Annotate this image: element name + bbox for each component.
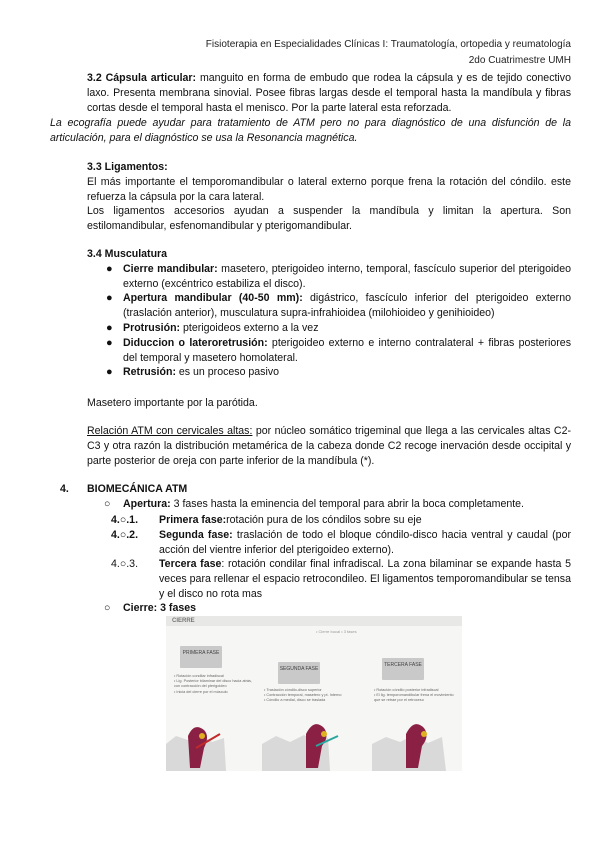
biomecanica-heading: BIOMECÁNICA ATM: [87, 483, 188, 495]
ligamentos-p1: El más importante el temporomandibular o lateral externo porque frena la rotación del cóndilo. este refuerza la cápsula por la cara lateral.: [87, 176, 571, 203]
musculatura-item-cierre: [123, 262, 571, 292]
item-label: Retrusión:: [123, 366, 176, 378]
bullet-dot: ●: [106, 337, 113, 349]
phase-notes-primera: [174, 674, 256, 695]
musculatura-item-retrusion: [123, 365, 571, 380]
accent-dot: [199, 733, 205, 739]
capsula-label: 3.2 Cápsula articular:: [87, 72, 197, 84]
phase-label: Segunda fase:: [159, 529, 233, 541]
cierre-figure: [166, 616, 462, 771]
phase-notes-tercera: [374, 688, 456, 704]
phase-text: traslación de todo el bloque cóndilo-disco hacia ventral y caudal (por acción del vientre inferior del pterigoideo externo).: [159, 529, 571, 556]
relacion-text: por núcleo somático trigeminal que llega a las cervicales altas C2-C3 y otra razón la distribución metamérica de la cabeza donde C2 recoge inervación desde occipital y parte posterior de oreja con parte inferior de la mandíbula (*).: [87, 425, 571, 467]
item-text: pterigoideo externo e interno contralateral + fibras posteriores del temporal y masetero homolateral.: [123, 337, 571, 364]
note-item: • Rotación cóndilo posterior infradiscal: [374, 688, 456, 693]
bullet-dot: ●: [106, 366, 113, 378]
circle-bullet: ○: [104, 602, 111, 614]
note-item: • Contracción temporal, masetero y pt. Interno: [264, 693, 344, 698]
phase-label: Tercera fase: [159, 558, 222, 570]
item-text: es un proceso pasivo: [175, 366, 280, 378]
figure-title: CIERRE: [172, 618, 195, 624]
phase-tercera: [159, 557, 571, 602]
item-label: Cierre mandibular:: [123, 263, 218, 275]
phase-number: 4.○.2.: [111, 529, 139, 541]
note-item: • Lig. Posterior bilaminar del disco hacia atrás, con contracción del pterigoideo: [174, 679, 256, 689]
phase-text: : rotación condilar final infradiscal. La zona bilaminar se expande hasta 5 veces para rellenar el espacio retrocondileo. El ligamentos temporomandibular se tensa y el disco no rota mas: [159, 558, 571, 600]
accent-dot: [421, 731, 427, 737]
musculatura-item-apertura: [123, 291, 571, 321]
running-header: [206, 37, 571, 69]
note-item: • Traslación cóndilo-disco superior: [264, 688, 344, 693]
phase-box-segunda: SEGUNDA FASE: [278, 662, 320, 684]
item-text: masetero, pterigoideo interno, temporal, fascículo superior del pterigoideo externo (excéntrico estabiliza el disco).: [123, 263, 571, 290]
accent-dot: [321, 731, 327, 737]
note-item: • Inicia del cierre por el músculo: [174, 690, 256, 695]
note-item: • Cóndilo a medial, disco se traslada: [264, 698, 344, 703]
bullet-dot: ●: [106, 263, 113, 275]
figure-subtitle: • Cierre bucal • 3 fases: [316, 629, 357, 634]
item-label: Apertura mandibular (40-50 mm):: [123, 292, 303, 304]
item-label: Protrusión:: [123, 322, 181, 334]
phase-box-primera: PRIMERA FASE: [180, 646, 222, 668]
bullet-dot: ●: [106, 322, 113, 334]
cierre-heading: Cierre: 3 fases: [123, 602, 197, 614]
capsula-text: manguito en forma de embudo que rodea la cápsula y es de tejido conectivo laxo. Presenta membrana sinovial. Posee fibras largas desde el temporal hasta la mandíbula y fibras cortas desde el temporal hasta el menisco. Por la parte lateral esta reforzada.: [87, 72, 571, 114]
masetero-note: Masetero importante por la parótida.: [87, 397, 258, 409]
header-term: 2do Cuatrimestre UMH: [468, 55, 571, 66]
relacion-label: Relación ATM con cervicales altas:: [87, 425, 253, 437]
phase-number: 4.○.3.: [111, 558, 139, 570]
relacion-paragraph: [87, 424, 571, 469]
note-item: • El lig. temporomandibular frena el movimiento que se retrae por el retroceso: [374, 693, 456, 703]
item-text: pterigoideos externo a la vez: [180, 322, 319, 334]
item-text: digástrico, fascículo inferior del pterigoideo externo (traslación anterior), musculatura supra-infrahioidea (milohioideo y genihioideo): [123, 292, 571, 319]
ligamentos-p2: Los ligamentos accesorios ayudan a suspender la mandíbula y limitan la apertura. Son estilomandibular, esfenomandibular y pterigomandibular.: [87, 205, 571, 232]
ecografia-note: La ecografía puede ayudar para tratamiento de ATM pero no para diagnóstico de una disfunción de la articulación, para el diagnóstico se usa la Resonancia magnética.: [50, 117, 571, 144]
apertura-line: [123, 497, 571, 512]
note-item: • Rotación condilar infradiscal: [174, 674, 256, 679]
apertura-label: Apertura:: [123, 498, 171, 510]
phase-box-tercera: TERCERA FASE: [382, 658, 424, 680]
bullet-dot: ●: [106, 292, 113, 304]
section-number: 4.: [60, 483, 69, 495]
phase-label: Primera fase:: [159, 514, 227, 526]
phase-primera: [159, 513, 571, 528]
musculatura-item-protrusion: [123, 321, 571, 336]
circle-bullet: ○: [104, 498, 111, 510]
figure-title-bar: [166, 616, 462, 626]
phase-number: 4.○.1.: [111, 514, 139, 526]
ligamentos-heading: 3.3 Ligamentos:: [87, 161, 168, 173]
capsula-paragraph: [87, 71, 571, 116]
phase-segunda: [159, 528, 571, 558]
musculatura-heading: 3.4 Musculatura: [87, 248, 168, 260]
apertura-text: 3 fases hasta la eminencia del temporal para abrir la boca completamente.: [170, 498, 525, 510]
header-course: Fisioterapia en Especialidades Clínicas I: Traumatología, ortopedia y reumatología: [205, 39, 571, 50]
item-label: Diduccion o lateroretrusión:: [123, 337, 268, 349]
phase-notes-segunda: [264, 688, 344, 704]
phase-text: rotación pura de los cóndilos sobre su eje: [226, 514, 422, 526]
musculatura-item-diduccion: [123, 336, 571, 366]
